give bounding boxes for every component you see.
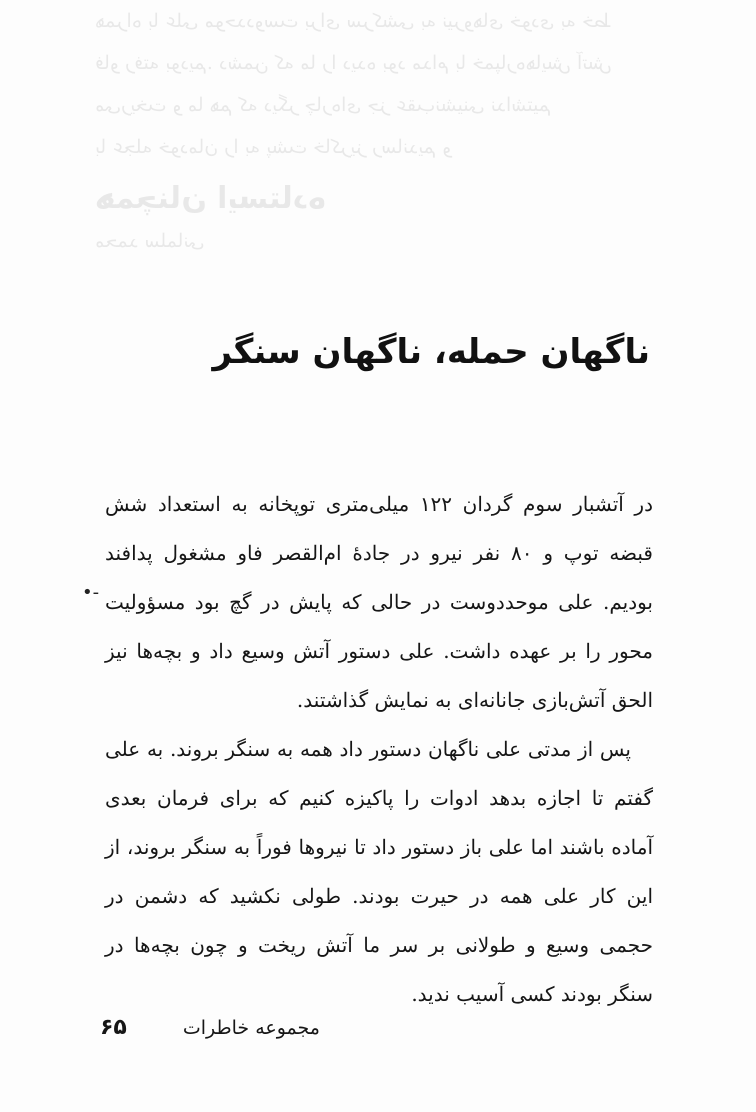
paragraph: پس از مدتی علی ناگهان دستور داد همه به سنگر بروند. به علی گفتم تا اجازه بدهد ادوات را پاکیزه کنیم که برای فرمان بعدی آماده باشند اما علی باز دستور داد تا نیروها فوراً به سنگر بروند، از این کار علی همه در حیرت بودند. طولی نکشید که دشمن در حجمی وسیع و طولانی بر سر ما آتش ریخت و چون بچه‌ها در سنگر بودند کسی آسیب ندید.: [105, 737, 653, 1006]
chapter-title: ناگهان حمله، ناگهان سنگر: [212, 332, 650, 372]
bleed-heading: همچنان ایستاده: [95, 181, 326, 216]
series-name: مجموعه خاطرات: [182, 1016, 320, 1039]
bleed-line: محمد سلمانی: [95, 230, 205, 252]
margin-mark-icon: •-: [82, 582, 100, 603]
bleed-line: می‌ریخت و ما هم که دیگر چاره‌ای جز عقب‌نشینی نداشتیم: [95, 94, 552, 116]
paragraph: در آتشبار سوم گردان ۱۲۲ میلی‌متری توپخانه به استعداد شش قبضه توپ و ۸۰ نفر نیرو در جادهٔ ام‌القصر فاو مشغول پدافند بودیم. علی موحددوست در حالی که پایش در گچ بود مسؤولیت محور را بر عهده داشت. علی دستور آتش وسیع داد و بچه‌ها نیز الحق آتش‌بازی جانانه‌ای به نمایش گذاشتند.: [105, 492, 653, 712]
bleed-through-text: [95, 0, 735, 262]
bleed-line: همراه با علی موحددوست برای سرکشی به نیروهای خودی به خط: [95, 10, 612, 32]
page-number: ۶۵: [100, 1015, 127, 1040]
chapter-body: [105, 480, 653, 1019]
page-footer: [100, 1015, 320, 1040]
bleed-line: فاو رفته بودیم. دشمن که ما را دیده بود مدام با خمپاره‌هایش آتش: [95, 52, 612, 74]
bleed-line: با عجله خودمان را به پشت خاکریز رساندیم و: [95, 136, 452, 158]
